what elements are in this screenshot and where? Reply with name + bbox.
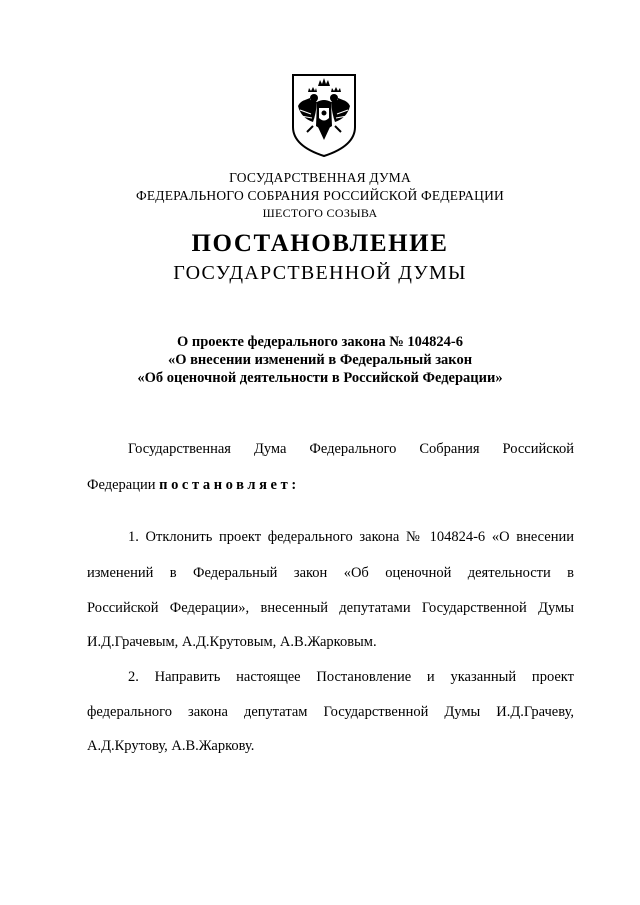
item1-line-2: изменений в Федеральный закон «Об оценочной деятельности в bbox=[87, 565, 574, 581]
item1-line-1: 1. Отклонить проект федерального закона № 104824-6 «О внесении bbox=[128, 529, 574, 545]
item2-line-3: А.Д.Крутову, А.В.Жаркову. bbox=[87, 738, 255, 754]
item2-line-1: 2. Направить настоящее Постановление и указанный проект bbox=[128, 669, 574, 685]
header-line-3: ШЕСТОГО СОЗЫВА bbox=[262, 206, 378, 220]
resolves-word: постановляет: bbox=[159, 477, 300, 493]
header-line-1: ГОСУДАРСТВЕННАЯ ДУМА bbox=[229, 170, 411, 185]
preamble-line-2 bbox=[87, 477, 300, 494]
document-title: ПОСТАНОВЛЕНИЕ bbox=[191, 230, 449, 257]
document-subtitle: ГОСУДАРСТВЕННОЙ ДУМЫ bbox=[173, 262, 467, 284]
russian-coat-of-arms-icon bbox=[289, 72, 359, 158]
item2-line-2: федерального закона депутатам Государственной Думы И.Д.Грачеву, bbox=[87, 704, 574, 720]
preamble-text: Федерации bbox=[87, 477, 160, 493]
item1-line-4: И.Д.Грачевым, А.Д.Крутовым, А.В.Жарковым. bbox=[87, 634, 377, 650]
bill-title-line-1: О проекте федерального закона № 104824-6 bbox=[176, 334, 464, 350]
bill-title-line-2: «О внесении изменений в Федеральный закон bbox=[167, 352, 473, 368]
preamble-line-1: Государственная Дума Федерального Собрания Российской bbox=[128, 441, 574, 457]
header-line-2: ФЕДЕРАЛЬНОГО СОБРАНИЯ РОССИЙСКОЙ ФЕДЕРАЦИИ bbox=[136, 188, 504, 203]
item1-line-3: Российской Федерации», внесенный депутатами Государственной Думы bbox=[87, 600, 574, 616]
bill-title-line-3: «Об оценочной деятельности в Российской Федерации» bbox=[137, 370, 503, 386]
